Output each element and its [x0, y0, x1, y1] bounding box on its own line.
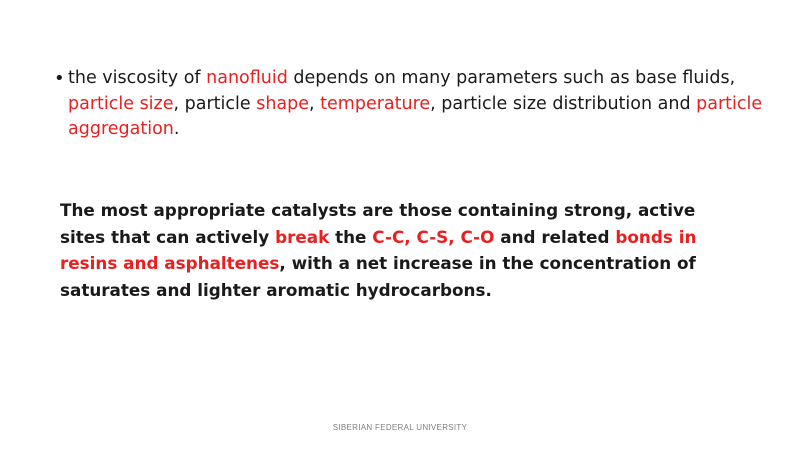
bullet-text-segment: , particle [173, 93, 257, 114]
bullet-text-segment: the viscosity of [68, 68, 207, 88]
footer-university-name: SIBERIAN FEDERAL UNIVERSITY [332, 423, 468, 432]
bullet-text-segment: depends on many parameters such as base fluids, [287, 68, 736, 88]
bullet-highlight-nanofluid: nanofluid [206, 68, 288, 88]
paragraph-text-segment: and related [494, 226, 616, 247]
paragraph-text-segment: the [329, 226, 373, 247]
bullet-text-segment: , particle size distribution and [430, 93, 697, 114]
paragraph-highlight-bonds-types: C-C, C-S, C-O [372, 226, 495, 247]
paragraph-highlight-bonds-resins: bonds in resins and asphaltenes [60, 226, 697, 273]
bullet-icon: • [54, 68, 65, 89]
bullet-highlight-temperature: temperature [320, 93, 431, 114]
paragraph-text-segment: , with a net increase in the concentration of saturates and lighter aromatic hydrocarbons. [60, 253, 696, 300]
bullet-text-segment: . [173, 119, 180, 139]
bullet-highlight-particle-aggregation: particle aggregation [68, 93, 763, 139]
paragraph-text-segment: The most appropriate catalysts are those containing strong, active sites that can actively [60, 200, 696, 247]
paragraph-highlight-break: break [275, 226, 330, 247]
catalyst-paragraph [60, 197, 740, 303]
bullet-highlight-shape: shape [256, 93, 310, 114]
bullet-item [54, 66, 774, 143]
bullet-text-segment: , [309, 93, 321, 114]
bullet-text [68, 66, 768, 143]
bullet-highlight-particle-size: particle size [68, 93, 174, 114]
